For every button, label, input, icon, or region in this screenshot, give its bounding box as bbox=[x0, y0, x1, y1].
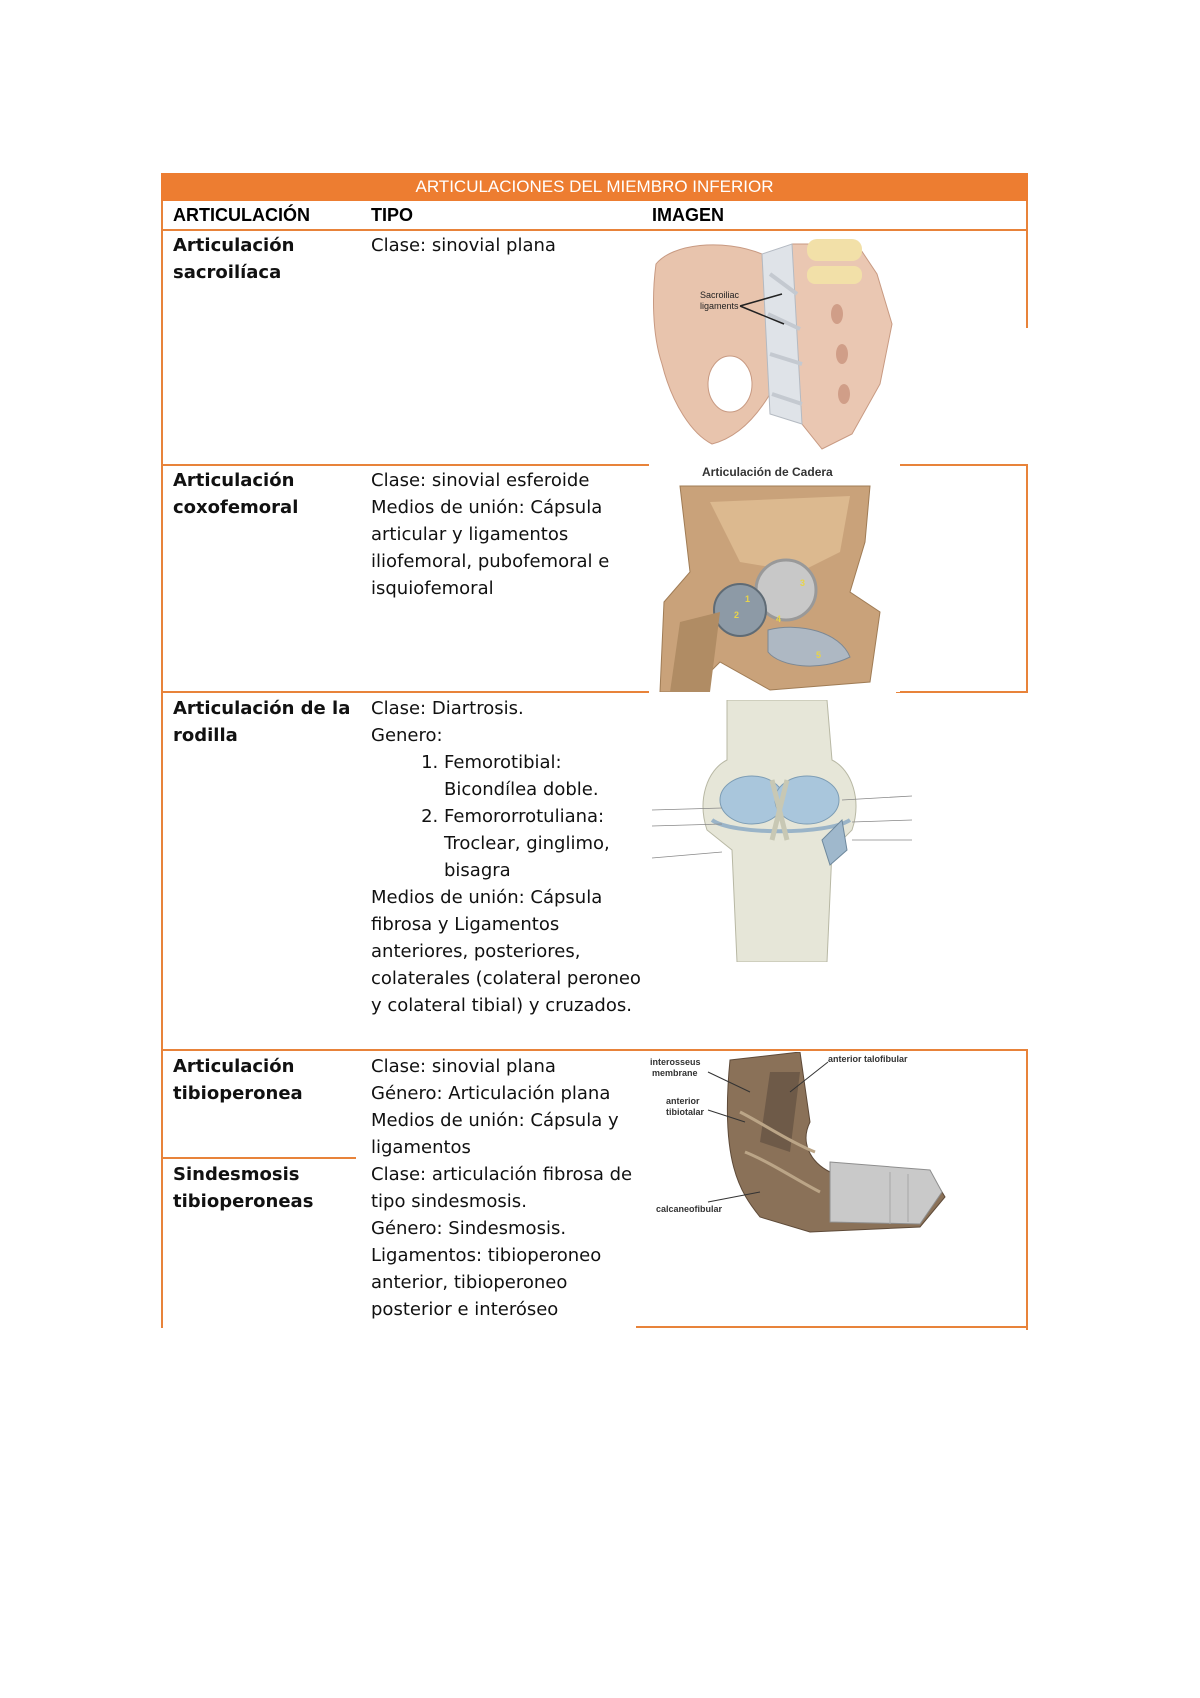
hip-label-4: 4 bbox=[776, 614, 782, 624]
desc-line: Género: Sindesmosis. bbox=[371, 1218, 567, 1239]
row-desc-sindesmosis bbox=[371, 1161, 641, 1323]
row-name-rodilla: Articulación de la rodilla bbox=[173, 698, 351, 746]
knee-illustration bbox=[652, 700, 912, 962]
list-item: 2. Femororrotuliana: Troclear, ginglimo, bisagra bbox=[444, 803, 641, 884]
row-name-sindesmosis: Sindesmosis tibioperoneas bbox=[173, 1164, 314, 1212]
desc-line: Clase: sinovial esferoide bbox=[371, 470, 590, 491]
table-bottom-border bbox=[636, 1326, 1028, 1328]
row2-border-right bbox=[896, 691, 1028, 693]
row4-border bbox=[161, 1157, 356, 1159]
row3-border bbox=[161, 1049, 1028, 1051]
desc-line: Clase: sinovial plana bbox=[371, 235, 556, 256]
ankle-label-talofibular: anterior talofibular bbox=[828, 1054, 908, 1064]
row-name-tibioperonea: Articulación tibioperonea bbox=[173, 1056, 303, 1104]
row-desc-sacroiliaca bbox=[371, 232, 641, 259]
header-imagen: IMAGEN bbox=[652, 205, 724, 225]
sacroiliac-illustration bbox=[652, 234, 904, 456]
table-left-border bbox=[161, 173, 163, 1328]
row-desc-coxofemoral bbox=[371, 467, 641, 602]
header-articulacion: ARTICULACIÓN bbox=[173, 205, 310, 225]
desc-line: Clase: articulación fibrosa de tipo sindesmosis. bbox=[371, 1164, 633, 1212]
row1-border-right bbox=[898, 464, 1028, 466]
table-title: ARTICULACIONES DEL MIEMBRO INFERIOR bbox=[161, 173, 1028, 201]
desc-line: Clase: sinovial plana bbox=[371, 1056, 556, 1077]
ankle-label-membrane: membrane bbox=[652, 1068, 698, 1078]
sacroiliac-label-2: ligaments bbox=[700, 301, 739, 311]
ankle-illustration bbox=[650, 1052, 950, 1242]
desc-line: Clase: Diartrosis. bbox=[371, 698, 524, 719]
row-name-coxofemoral: Articulación coxofemoral bbox=[173, 470, 299, 518]
ankle-label-anterior: anterior bbox=[666, 1096, 700, 1106]
row-name-sacroiliaca: Articulación sacroilíaca bbox=[173, 235, 295, 283]
hip-illustration bbox=[650, 462, 900, 692]
row2-border bbox=[161, 691, 649, 693]
sacroiliac-label-1: Sacroiliac bbox=[700, 290, 740, 300]
list-item: 1. Femorotibial: Bicondílea doble. bbox=[444, 749, 641, 803]
desc-line: Género: Articulación plana bbox=[371, 1083, 611, 1104]
ankle-label-tibiotalar: tibiotalar bbox=[666, 1107, 705, 1117]
hip-label-5: 5 bbox=[816, 650, 822, 660]
hip-label-2: 2 bbox=[734, 610, 740, 620]
table-right-border-3 bbox=[1026, 1050, 1028, 1330]
row1-border bbox=[161, 464, 649, 466]
ankle-label-interosseus: interosseus bbox=[650, 1057, 701, 1067]
hip-label-3: 3 bbox=[800, 578, 806, 588]
desc-line: Medios de unión: Cápsula articular y ligamentos iliofemoral, pubofemoral e isquiofemoral bbox=[371, 497, 610, 599]
header-row-border bbox=[161, 229, 1028, 231]
header-tipo: TIPO bbox=[371, 205, 414, 225]
table-right-border-2 bbox=[1026, 465, 1028, 693]
desc-line: Medios de unión: Cápsula fibrosa y Ligamentos anteriores, posteriores, colaterales (colateral peroneo y colateral tibial) y cruzados. bbox=[371, 887, 641, 1016]
hip-label-1: 1 bbox=[745, 594, 751, 604]
hip-caption: Articulación de Cadera bbox=[702, 465, 833, 479]
ankle-label-calcaneofibular: calcaneofibular bbox=[656, 1204, 723, 1214]
desc-line: Ligamentos: tibioperoneo anterior, tibioperoneo posterior e interóseo bbox=[371, 1245, 602, 1320]
row-desc-tibioperonea bbox=[371, 1053, 641, 1161]
desc-line: Medios de unión: Cápsula y ligamentos bbox=[371, 1110, 619, 1158]
row-desc-rodilla bbox=[371, 695, 641, 1019]
desc-line: Genero: bbox=[371, 725, 443, 746]
rodilla-genero-list bbox=[371, 749, 641, 884]
